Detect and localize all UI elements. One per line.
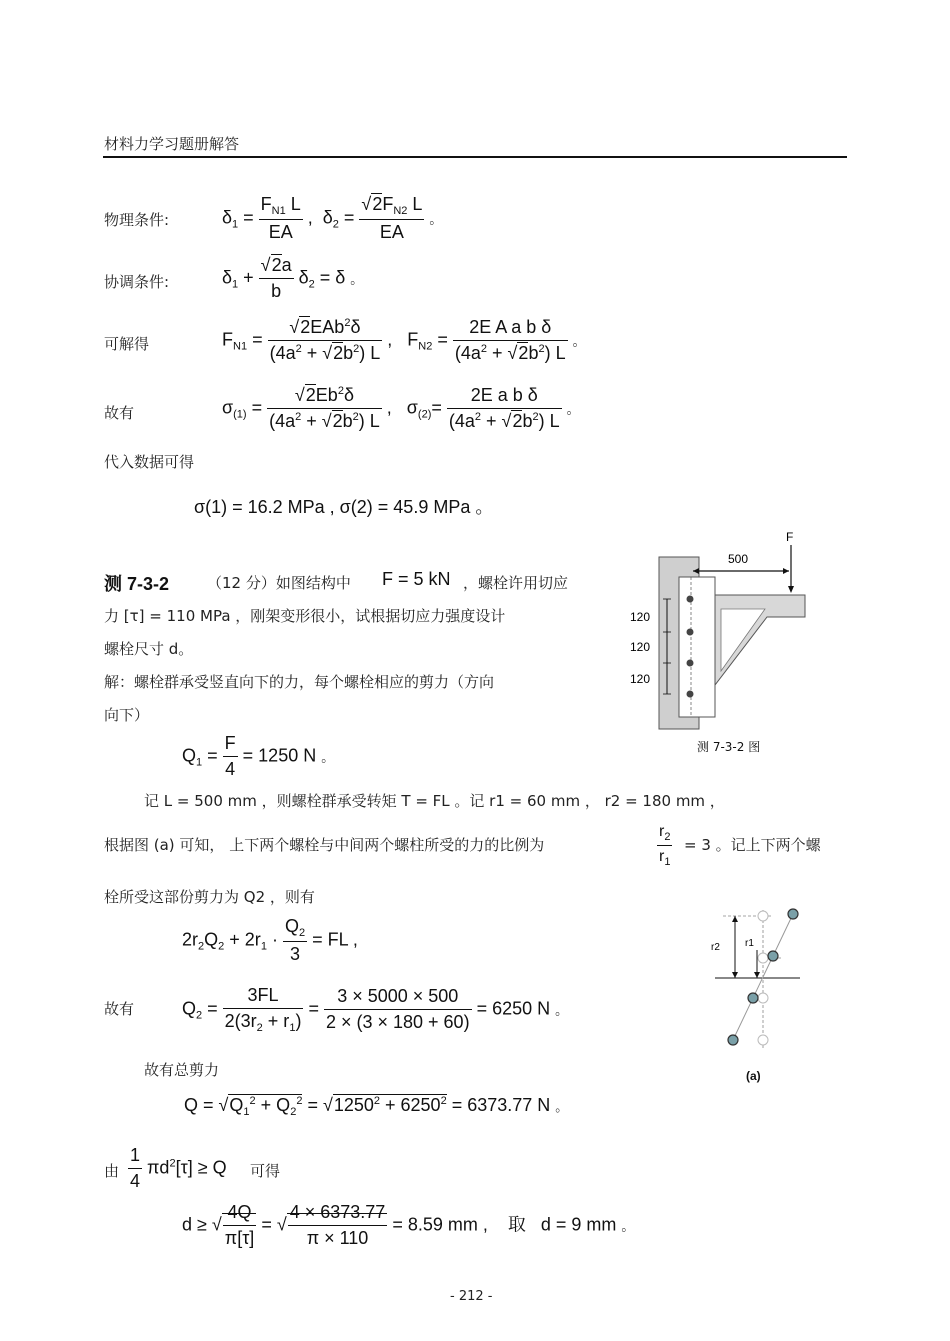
coord-label: 协调条件: xyxy=(104,273,170,291)
eq-cond: $\frac{1}{4}$ $\pi d^2[\tau] \ge Q$ xyxy=(130,1145,227,1191)
spacing-label-1: 120 xyxy=(630,610,651,624)
figure-a-caption: (a) xyxy=(746,1069,761,1083)
problem-f-value: F = 5 kN xyxy=(382,569,451,589)
header-rule xyxy=(103,156,847,158)
label-r2: r2 xyxy=(711,942,720,953)
bracket-figure xyxy=(615,525,815,765)
eq-moment: $2r_2Q_2 + 2r_1$ · $\frac{Q_2}{3}$ = FL , xyxy=(182,916,358,964)
line-q2: 栓所受这部份剪力为 Q2 ，则有 xyxy=(104,888,315,906)
figure-caption: 测 7-3-2 图 xyxy=(697,740,761,754)
physical-label: 物理条件: xyxy=(104,211,170,229)
eq-result: σ(1) = 16.2 MPa , σ(2) = 45.9 MPa 。 xyxy=(194,497,494,517)
header-title: 材料力学习题册解答 xyxy=(104,135,240,153)
eq-coord: $\delta_1$ + $\frac{√2a}{b}$ $\delta_2 = \delta$ 。 xyxy=(222,255,364,301)
label-f: F xyxy=(786,530,794,544)
label-r1: r1 xyxy=(745,938,754,949)
hence-label-2: 故有 xyxy=(104,1000,135,1018)
problem-text-c: 螺栓尺寸 d。 xyxy=(104,640,194,658)
problem-text-b: 力 [τ] = 110 MPa ，刚架变形很小，试根据切应力强度设计 xyxy=(104,607,506,625)
label-500: 500 xyxy=(728,552,749,566)
eq-q2: $Q_2$ = $\frac{3FL}{2(3r_2 + r_1)}$ = $\frac{3 \times 5000 \times 500}{2 \times (3 \times 180 + 60)}$ = 6250 N 。 xyxy=(182,985,569,1034)
eq-solve: $F_{N1}$ = $\frac{√2EAb^2\delta}{(4a^2 + √2b^2) L}$ , $F_{N2}$ = $\frac{\text{2E A a b δ}}{(4a^2 + √2b^2) L}$ 。 xyxy=(222,317,586,363)
problem-score: （12 分）如图结构中 xyxy=(207,574,351,592)
hence-label: 故有 xyxy=(104,404,135,422)
spacing-label-3: 120 xyxy=(630,672,651,686)
solution-text-a: 解：螺栓群承受竖直向下的力，每个螺栓相应的剪力（方向 xyxy=(104,673,495,691)
line-torque: 记 L = 500 mm ，则螺栓群承受转矩 T = FL 。记 r1 = 60 mm ， r2 = 180 mm ， xyxy=(144,792,725,810)
figure-a xyxy=(705,900,815,1060)
bolt-4 xyxy=(687,691,694,698)
solve-label: 可解得 xyxy=(104,335,150,353)
problem-id: 测 7-3-2 xyxy=(104,574,170,594)
bolt-3 xyxy=(687,660,694,667)
bolt-2 xyxy=(687,629,694,636)
eq-q1: $Q_1$ = $\frac{F}{4}$ = 1250 N 。 xyxy=(182,733,335,779)
eq-hence: $\sigma_{(1)}$ = $\frac{√2Eb^2\delta}{(4a^2 + √2b^2) L}$ , $\sigma_{(2)}=$ $\frac{\text{2E a b δ}}{(4a^2 + √2b^2) L}$ 。 xyxy=(222,385,580,431)
cond-prefix: 由 xyxy=(104,1162,120,1180)
eq-physical: $\delta_1$ = $\frac{F_{N1} L}{EA}$ , $\delta_2$ = $\frac{√2F_{N2} L}{EA}$ 。 xyxy=(222,194,443,242)
page-number: - 212 - xyxy=(450,1289,493,1304)
ratio-tail: = 3 。记上下两个螺 xyxy=(684,836,821,854)
eq-total: $Q = √Q_1^2 + Q_2^2 = √1250^2 + 6250^2 = 6373.77$ N 。 xyxy=(184,1095,569,1118)
line-ratio: 根据图 (a) 可知， 上下两个螺栓与中间两个螺柱所受的力的比例为 xyxy=(104,836,545,854)
total-label: 故有总剪力 xyxy=(144,1061,220,1079)
spacing-label-2: 120 xyxy=(630,640,651,654)
eq-d: d ≥ √ $\frac{4Q}{\pi[\tau]}$ = √ $\frac{4 \times 6373.77}{\pi \times 110}$ = 8.59 mm , 取 d = 9 mm 。 xyxy=(182,1202,635,1248)
problem-text-a: ，螺栓许用切应 xyxy=(463,574,569,592)
solution-text-b: 向下） xyxy=(104,706,150,724)
ratio-fraction: $\frac{r_2}{r_1}$ xyxy=(659,823,671,868)
bolt-1 xyxy=(687,596,694,603)
substitute-label: 代入数据可得 xyxy=(104,453,195,471)
cond-suffix: 可得 xyxy=(250,1162,281,1180)
